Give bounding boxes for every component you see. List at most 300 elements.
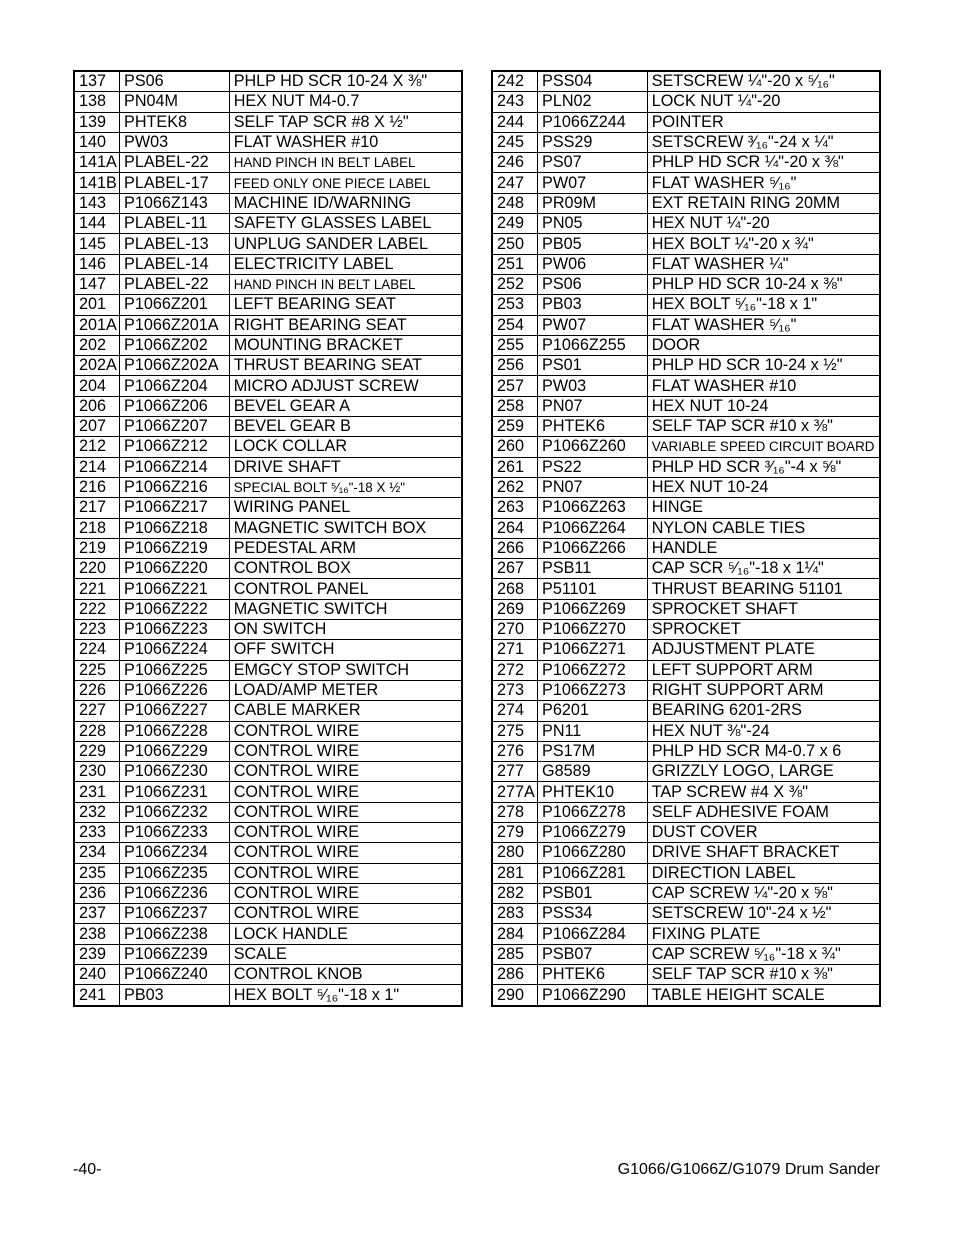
description: DUST COVER xyxy=(647,822,880,842)
description: CAP SCR ⁵⁄₁₆"-18 x 1¼" xyxy=(647,559,880,579)
ref-number: 202A xyxy=(74,356,120,376)
ref-number: 139 xyxy=(74,112,120,132)
ref-number: 219 xyxy=(74,538,120,558)
description: HEX NUT M4-0.7 xyxy=(229,92,462,112)
table-row xyxy=(492,579,880,599)
description: PHLP HD SCR 10-24 x ½" xyxy=(647,356,880,376)
description: PHLP HD SCR 10-24 x ⅜" xyxy=(647,274,880,294)
table-row xyxy=(492,640,880,660)
ref-number: 218 xyxy=(74,518,120,538)
part-number: P1066Z225 xyxy=(120,660,230,680)
table-row xyxy=(74,173,462,193)
part-number: PLN02 xyxy=(538,92,648,112)
description: CONTROL WIRE xyxy=(229,863,462,883)
table-row xyxy=(492,599,880,619)
part-number: P1066Z143 xyxy=(120,193,230,213)
description: SAFETY GLASSES LABEL xyxy=(229,214,462,234)
part-number: P1066Z279 xyxy=(538,822,648,842)
ref-number: 212 xyxy=(74,437,120,457)
description: CONTROL WIRE xyxy=(229,782,462,802)
ref-number: 279 xyxy=(492,822,538,842)
ref-number: 220 xyxy=(74,559,120,579)
ref-number: 254 xyxy=(492,315,538,335)
ref-number: 244 xyxy=(492,112,538,132)
description: ELECTRICITY LABEL xyxy=(229,254,462,274)
ref-number: 256 xyxy=(492,356,538,376)
part-number: P1066Z240 xyxy=(120,965,230,985)
description: EXT RETAIN RING 20MM xyxy=(647,193,880,213)
table-row xyxy=(74,599,462,619)
ref-number: 278 xyxy=(492,802,538,822)
description: LOAD/AMP METER xyxy=(229,680,462,700)
ref-number: 204 xyxy=(74,376,120,396)
part-number: P1066Z218 xyxy=(120,518,230,538)
part-number: PSS34 xyxy=(538,904,648,924)
ref-number: 238 xyxy=(74,924,120,944)
description: CONTROL KNOB xyxy=(229,965,462,985)
description: THRUST BEARING SEAT xyxy=(229,356,462,376)
part-number: P1066Z231 xyxy=(120,782,230,802)
description: CONTROL WIRE xyxy=(229,904,462,924)
ref-number: 231 xyxy=(74,782,120,802)
table-row xyxy=(492,173,880,193)
ref-number: 216 xyxy=(74,477,120,497)
ref-number: 228 xyxy=(74,721,120,741)
ref-number: 263 xyxy=(492,498,538,518)
description: THRUST BEARING 51101 xyxy=(647,579,880,599)
table-row xyxy=(74,132,462,152)
description: CONTROL WIRE xyxy=(229,802,462,822)
ref-number: 284 xyxy=(492,924,538,944)
table-row xyxy=(74,356,462,376)
ref-number: 250 xyxy=(492,234,538,254)
ref-number: 253 xyxy=(492,295,538,315)
part-number: PW07 xyxy=(538,173,648,193)
description: MAGNETIC SWITCH BOX xyxy=(229,518,462,538)
description: HAND PINCH IN BELT LABEL xyxy=(229,153,462,173)
ref-number: 206 xyxy=(74,396,120,416)
table-row xyxy=(74,538,462,558)
table-row xyxy=(74,843,462,863)
part-number: PLABEL-11 xyxy=(120,214,230,234)
part-number: P1066Z235 xyxy=(120,863,230,883)
table-row xyxy=(74,315,462,335)
description: HAND PINCH IN BELT LABEL xyxy=(229,274,462,294)
table-row xyxy=(74,295,462,315)
part-number: P1066Z273 xyxy=(538,680,648,700)
description: PHLP HD SCR ³⁄₁₆"-4 x ⅝" xyxy=(647,457,880,477)
table-row xyxy=(74,904,462,924)
part-number: P1066Z236 xyxy=(120,883,230,903)
part-number: PHTEK6 xyxy=(538,965,648,985)
part-number: PW06 xyxy=(538,254,648,274)
ref-number: 270 xyxy=(492,620,538,640)
description: CABLE MARKER xyxy=(229,701,462,721)
part-number: PLABEL-22 xyxy=(120,153,230,173)
ref-number: 264 xyxy=(492,518,538,538)
table-row xyxy=(492,518,880,538)
table-row xyxy=(74,924,462,944)
description: LOCK COLLAR xyxy=(229,437,462,457)
ref-number: 201 xyxy=(74,295,120,315)
ref-number: 233 xyxy=(74,822,120,842)
table-row xyxy=(492,254,880,274)
table-row xyxy=(74,741,462,761)
part-number: P1066Z270 xyxy=(538,620,648,640)
ref-number: 249 xyxy=(492,214,538,234)
table-row xyxy=(492,335,880,355)
ref-number: 224 xyxy=(74,640,120,660)
part-number: P1066Z216 xyxy=(120,477,230,497)
description: MICRO ADJUST SCREW xyxy=(229,376,462,396)
description: NYLON CABLE TIES xyxy=(647,518,880,538)
ref-number: 290 xyxy=(492,985,538,1006)
part-number: PS22 xyxy=(538,457,648,477)
description: CAP SCREW ⁵⁄₁₆"-18 x ¾" xyxy=(647,944,880,964)
part-number: P1066Z219 xyxy=(120,538,230,558)
table-row xyxy=(492,822,880,842)
table-row xyxy=(492,274,880,294)
part-number: PR09M xyxy=(538,193,648,213)
part-number: PHTEK10 xyxy=(538,782,648,802)
part-number: P1066Z239 xyxy=(120,944,230,964)
table-row xyxy=(492,863,880,883)
table-row xyxy=(492,457,880,477)
table-row xyxy=(492,559,880,579)
ref-number: 223 xyxy=(74,620,120,640)
ref-number: 239 xyxy=(74,944,120,964)
part-number: P1066Z255 xyxy=(538,335,648,355)
description: LEFT BEARING SEAT xyxy=(229,295,462,315)
part-number: P1066Z229 xyxy=(120,741,230,761)
ref-number: 245 xyxy=(492,132,538,152)
ref-number: 137 xyxy=(74,71,120,92)
table-row xyxy=(74,254,462,274)
description: SPROCKET xyxy=(647,620,880,640)
table-row xyxy=(492,538,880,558)
table-row xyxy=(74,802,462,822)
table-row xyxy=(74,274,462,294)
ref-number: 268 xyxy=(492,579,538,599)
description: BEVEL GEAR B xyxy=(229,417,462,437)
table-row xyxy=(74,234,462,254)
ref-number: 229 xyxy=(74,741,120,761)
part-number: PHTEK6 xyxy=(538,417,648,437)
ref-number: 201A xyxy=(74,315,120,335)
table-row xyxy=(492,924,880,944)
part-number: PS07 xyxy=(538,153,648,173)
table-row xyxy=(492,193,880,213)
part-number: PB03 xyxy=(120,985,230,1006)
part-number: PB05 xyxy=(538,234,648,254)
parts-table-left xyxy=(73,70,463,1007)
table-row xyxy=(492,498,880,518)
table-row xyxy=(74,965,462,985)
description: HEX NUT ¼"-20 xyxy=(647,214,880,234)
ref-number: 214 xyxy=(74,457,120,477)
part-number: PN11 xyxy=(538,721,648,741)
part-number: PSB07 xyxy=(538,944,648,964)
description: TAP SCREW #4 X ⅜" xyxy=(647,782,880,802)
part-number: P1066Z202 xyxy=(120,335,230,355)
part-number: P1066Z284 xyxy=(538,924,648,944)
ref-number: 277A xyxy=(492,782,538,802)
part-number: P1066Z233 xyxy=(120,822,230,842)
part-number: PS06 xyxy=(538,274,648,294)
table-row xyxy=(492,701,880,721)
table-row xyxy=(492,782,880,802)
description: GRIZZLY LOGO, LARGE xyxy=(647,762,880,782)
part-number: PN04M xyxy=(120,92,230,112)
part-number: P1066Z290 xyxy=(538,985,648,1006)
description: HEX NUT ⅜"-24 xyxy=(647,721,880,741)
ref-number: 243 xyxy=(492,92,538,112)
parts-table-right xyxy=(491,70,881,1007)
table-row xyxy=(492,680,880,700)
description: SCALE xyxy=(229,944,462,964)
part-number: P1066Z278 xyxy=(538,802,648,822)
part-number: PLABEL-13 xyxy=(120,234,230,254)
ref-number: 144 xyxy=(74,214,120,234)
part-number: P1066Z224 xyxy=(120,640,230,660)
part-number: P1066Z244 xyxy=(538,112,648,132)
part-number: PB03 xyxy=(538,295,648,315)
ref-number: 227 xyxy=(74,701,120,721)
description: BEVEL GEAR A xyxy=(229,396,462,416)
part-number: P1066Z237 xyxy=(120,904,230,924)
table-row xyxy=(492,234,880,254)
description: HEX NUT 10-24 xyxy=(647,477,880,497)
parts-table-right-body xyxy=(492,71,880,1006)
part-number: PW03 xyxy=(120,132,230,152)
table-row xyxy=(492,112,880,132)
description: CONTROL WIRE xyxy=(229,822,462,842)
table-row xyxy=(74,620,462,640)
description: HEX NUT 10-24 xyxy=(647,396,880,416)
table-row xyxy=(74,762,462,782)
ref-number: 246 xyxy=(492,153,538,173)
part-number: P1066Z201 xyxy=(120,295,230,315)
ref-number: 276 xyxy=(492,741,538,761)
table-row xyxy=(74,721,462,741)
ref-number: 237 xyxy=(74,904,120,924)
table-row xyxy=(492,721,880,741)
description: FEED ONLY ONE PIECE LABEL xyxy=(229,173,462,193)
table-row xyxy=(492,477,880,497)
ref-number: 266 xyxy=(492,538,538,558)
part-number: P1066Z269 xyxy=(538,599,648,619)
table-row xyxy=(74,214,462,234)
ref-number: 242 xyxy=(492,71,538,92)
part-number: G8589 xyxy=(538,762,648,782)
description: BEARING 6201-2RS xyxy=(647,701,880,721)
description: ADJUSTMENT PLATE xyxy=(647,640,880,660)
table-row xyxy=(74,92,462,112)
part-number: PW07 xyxy=(538,315,648,335)
ref-number: 217 xyxy=(74,498,120,518)
ref-number: 273 xyxy=(492,680,538,700)
table-row xyxy=(492,883,880,903)
table-row xyxy=(492,315,880,335)
ref-number: 248 xyxy=(492,193,538,213)
part-number: P1066Z271 xyxy=(538,640,648,660)
table-row xyxy=(74,417,462,437)
table-row xyxy=(74,335,462,355)
description: EMGCY STOP SWITCH xyxy=(229,660,462,680)
description: HEX BOLT ⁵⁄₁₆"-18 x 1" xyxy=(647,295,880,315)
part-number: PLABEL-14 xyxy=(120,254,230,274)
table-row xyxy=(74,376,462,396)
part-number: P1066Z206 xyxy=(120,396,230,416)
table-row xyxy=(74,71,462,92)
table-row xyxy=(492,437,880,457)
description: SELF TAP SCR #8 X ½" xyxy=(229,112,462,132)
description: SETSCREW 10"-24 x ½" xyxy=(647,904,880,924)
table-row xyxy=(492,944,880,964)
part-number: P1066Z266 xyxy=(538,538,648,558)
description: PEDESTAL ARM xyxy=(229,538,462,558)
table-row xyxy=(74,559,462,579)
description: MAGNETIC SWITCH xyxy=(229,599,462,619)
description: FLAT WASHER #10 xyxy=(647,376,880,396)
table-row xyxy=(74,640,462,660)
description: LOCK NUT ¼"-20 xyxy=(647,92,880,112)
part-number: P1066Z234 xyxy=(120,843,230,863)
table-row xyxy=(492,965,880,985)
ref-number: 280 xyxy=(492,843,538,863)
table-row xyxy=(74,153,462,173)
ref-number: 221 xyxy=(74,579,120,599)
ref-number: 251 xyxy=(492,254,538,274)
description: CONTROL BOX xyxy=(229,559,462,579)
ref-number: 241 xyxy=(74,985,120,1006)
description: PHLP HD SCR ¼"-20 x ⅜" xyxy=(647,153,880,173)
table-row xyxy=(74,579,462,599)
table-row xyxy=(492,132,880,152)
ref-number: 236 xyxy=(74,883,120,903)
description: DRIVE SHAFT BRACKET xyxy=(647,843,880,863)
description: SPECIAL BOLT ⁵⁄₁₆"-18 X ½" xyxy=(229,477,462,497)
table-row xyxy=(492,620,880,640)
description: RIGHT BEARING SEAT xyxy=(229,315,462,335)
part-number: P1066Z207 xyxy=(120,417,230,437)
ref-number: 282 xyxy=(492,883,538,903)
description: SELF ADHESIVE FOAM xyxy=(647,802,880,822)
description: LEFT SUPPORT ARM xyxy=(647,660,880,680)
description: CONTROL WIRE xyxy=(229,762,462,782)
ref-number: 234 xyxy=(74,843,120,863)
part-number: P1066Z221 xyxy=(120,579,230,599)
table-row xyxy=(492,214,880,234)
part-number: P1066Z214 xyxy=(120,457,230,477)
ref-number: 277 xyxy=(492,762,538,782)
page-number: -40- xyxy=(73,1161,102,1178)
ref-number: 252 xyxy=(492,274,538,294)
part-number: PS01 xyxy=(538,356,648,376)
ref-number: 275 xyxy=(492,721,538,741)
description: OFF SWITCH xyxy=(229,640,462,660)
description: CONTROL WIRE xyxy=(229,843,462,863)
part-number: P1066Z272 xyxy=(538,660,648,680)
part-number: P1066Z212 xyxy=(120,437,230,457)
table-row xyxy=(74,518,462,538)
ref-number: 267 xyxy=(492,559,538,579)
part-number: P1066Z238 xyxy=(120,924,230,944)
ref-number: 286 xyxy=(492,965,538,985)
description: CAP SCREW ¼"-20 x ⅝" xyxy=(647,883,880,903)
part-number: PSS04 xyxy=(538,71,648,92)
ref-number: 255 xyxy=(492,335,538,355)
part-number: P1066Z222 xyxy=(120,599,230,619)
description: PHLP HD SCR M4-0.7 x 6 xyxy=(647,741,880,761)
description: CONTROL PANEL xyxy=(229,579,462,599)
description: FLAT WASHER ¼" xyxy=(647,254,880,274)
table-row xyxy=(492,802,880,822)
description: FLAT WASHER ⁵⁄₁₆" xyxy=(647,173,880,193)
ref-number: 285 xyxy=(492,944,538,964)
table-row xyxy=(492,843,880,863)
ref-number: 145 xyxy=(74,234,120,254)
description: RIGHT SUPPORT ARM xyxy=(647,680,880,700)
description: DOOR xyxy=(647,335,880,355)
description: CONTROL WIRE xyxy=(229,721,462,741)
ref-number: 143 xyxy=(74,193,120,213)
description: SELF TAP SCR #10 x ⅜" xyxy=(647,965,880,985)
ref-number: 283 xyxy=(492,904,538,924)
description: HINGE xyxy=(647,498,880,518)
part-number: P6201 xyxy=(538,701,648,721)
table-row xyxy=(492,985,880,1006)
part-number: PS06 xyxy=(120,71,230,92)
ref-number: 207 xyxy=(74,417,120,437)
ref-number: 141B xyxy=(74,173,120,193)
description: DRIVE SHAFT xyxy=(229,457,462,477)
table-row xyxy=(492,762,880,782)
ref-number: 271 xyxy=(492,640,538,660)
ref-number: 225 xyxy=(74,660,120,680)
part-number: P1066Z220 xyxy=(120,559,230,579)
description: DIRECTION LABEL xyxy=(647,863,880,883)
description: SPROCKET SHAFT xyxy=(647,599,880,619)
ref-number: 226 xyxy=(74,680,120,700)
description: MACHINE ID/WARNING xyxy=(229,193,462,213)
part-number: PS17M xyxy=(538,741,648,761)
part-number: PLABEL-22 xyxy=(120,274,230,294)
ref-number: 261 xyxy=(492,457,538,477)
part-number: PN07 xyxy=(538,477,648,497)
part-number: PN07 xyxy=(538,396,648,416)
table-row xyxy=(492,396,880,416)
description: HEX BOLT ¼"-20 x ¾" xyxy=(647,234,880,254)
part-number: PLABEL-17 xyxy=(120,173,230,193)
part-number: P51101 xyxy=(538,579,648,599)
description: MOUNTING BRACKET xyxy=(229,335,462,355)
ref-number: 240 xyxy=(74,965,120,985)
ref-number: 138 xyxy=(74,92,120,112)
description: FIXING PLATE xyxy=(647,924,880,944)
description: PHLP HD SCR 10-24 X ⅜" xyxy=(229,71,462,92)
part-number: P1066Z264 xyxy=(538,518,648,538)
part-number: P1066Z202A xyxy=(120,356,230,376)
part-number: P1066Z227 xyxy=(120,701,230,721)
table-row xyxy=(74,863,462,883)
ref-number: 140 xyxy=(74,132,120,152)
part-number: PHTEK8 xyxy=(120,112,230,132)
ref-number: 247 xyxy=(492,173,538,193)
part-number: PSB01 xyxy=(538,883,648,903)
ref-number: 262 xyxy=(492,477,538,497)
table-row xyxy=(74,437,462,457)
